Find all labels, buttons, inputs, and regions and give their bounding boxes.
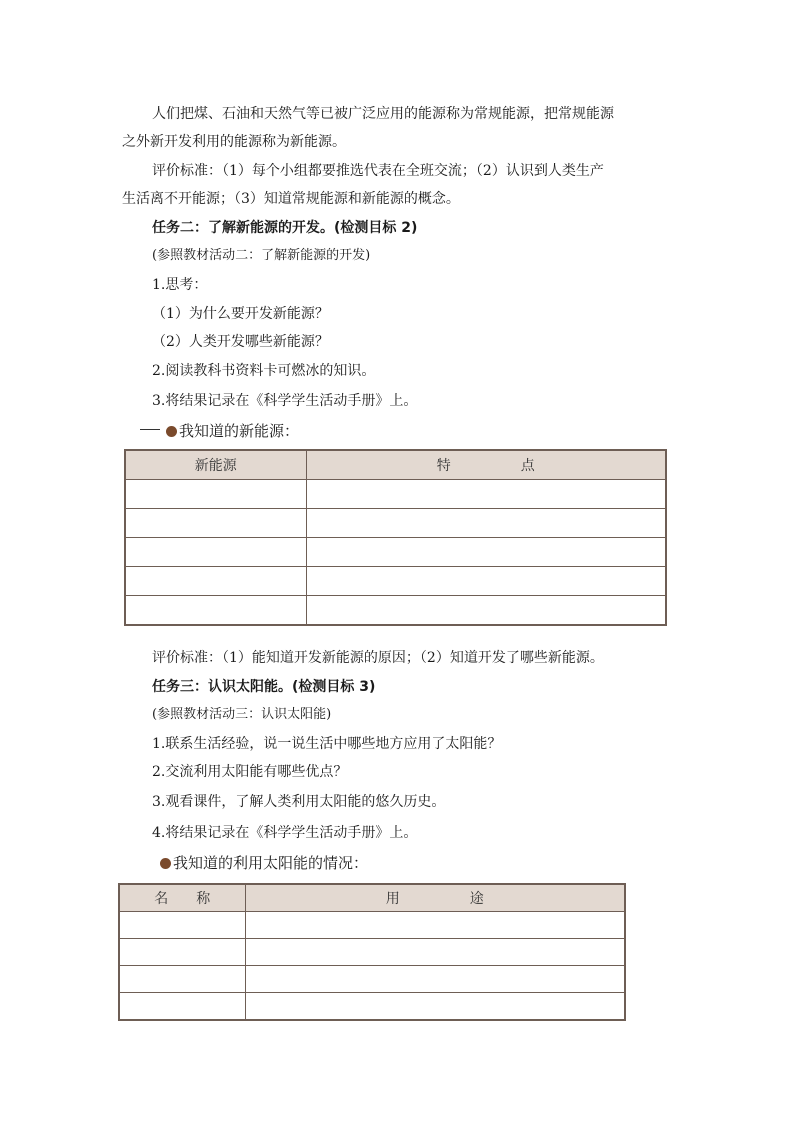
table-header-cell: 用 途 [245,884,625,912]
table-row [119,912,625,939]
table-cell[interactable] [306,509,666,538]
task-2-reference: (参照教材活动二：了解新能源的开发) [152,248,371,263]
intro-line-1: 人们把煤、石油和天然气等已被广泛应用的能源称为常规能源，把常规能源 [152,106,614,122]
table-cell[interactable] [125,538,306,567]
table-cell[interactable] [306,480,666,509]
new-energy-table [124,449,667,626]
table-cell[interactable] [119,993,245,1021]
table-cell[interactable] [125,509,306,538]
table-cell[interactable] [306,596,666,626]
task-2-item-3: （2）人类开发哪些新能源？ [152,334,329,350]
table-header-cell: 名 称 [119,884,245,912]
table-cell[interactable] [125,596,306,626]
table-cell[interactable] [306,538,666,567]
criteria-1-line-2: 生活离不开能源；（3）知道常规能源和新能源的概念。 [122,191,460,207]
intro-line-2: 之外新开发利用的能源称为新能源。 [122,134,346,150]
criteria-1-line-1: 评价标准：（1）每个小组都要推选代表在全班交流；（2）认识到人类生产 [152,163,604,179]
table-header-row [119,884,625,912]
task-2-title: 任务二：了解新能源的开发。(检测目标 2) [152,220,418,236]
task-3-item-2: 2.交流利用太阳能有哪些优点？ [152,764,348,780]
table-row [119,993,625,1021]
task-3-reference: (参照教材活动三：认识太阳能) [152,707,332,722]
table-row [119,966,625,993]
table-row [125,480,666,509]
decorative-dash [140,429,160,430]
new-energy-record-heading [166,421,299,441]
table-header-row [125,450,666,480]
table-cell[interactable] [119,912,245,939]
table-row [119,939,625,966]
task-2-item-5: 3.将结果记录在《科学学生活动手册》上。 [152,393,418,409]
task-3-item-4: 4.将结果记录在《科学学生活动手册》上。 [152,825,418,841]
table-row [125,538,666,567]
solar-record-title: 我知道的利用太阳能的情况： [173,854,369,872]
table-cell[interactable] [245,993,625,1021]
table-header-cell: 新能源 [125,450,306,480]
table-cell[interactable] [245,966,625,993]
new-energy-record-title: 我知道的新能源： [179,422,300,440]
table-cell[interactable] [245,939,625,966]
solar-energy-table [118,883,626,1021]
table-cell[interactable] [306,567,666,596]
table-cell[interactable] [119,966,245,993]
task-2-item-4: 2.阅读教科书资料卡可燃冰的知识。 [152,363,376,379]
task-2-item-2: （1）为什么要开发新能源？ [152,306,329,322]
criteria-2: 评价标准：（1）能知道开发新能源的原因；（2）知道开发了哪些新能源。 [152,650,604,666]
task-3-item-1: 1.联系生活经验，说一说生活中哪些地方应用了太阳能？ [152,736,502,752]
task-2-item-1: 1.思考： [152,277,208,293]
table-cell[interactable] [125,480,306,509]
table-header-cell: 特 点 [306,450,666,480]
task-3-title: 任务三：认识太阳能。(检测目标 3) [152,679,376,695]
table-cell[interactable] [245,912,625,939]
table-row [125,509,666,538]
table-row [125,596,666,626]
bullet-dot-icon [160,858,171,869]
table-row [125,567,666,596]
solar-record-heading [160,853,368,873]
bullet-dot-icon [166,426,177,437]
task-3-item-3: 3.观看课件，了解人类利用太阳能的悠久历史。 [152,794,446,810]
table-cell[interactable] [125,567,306,596]
table-cell[interactable] [119,939,245,966]
